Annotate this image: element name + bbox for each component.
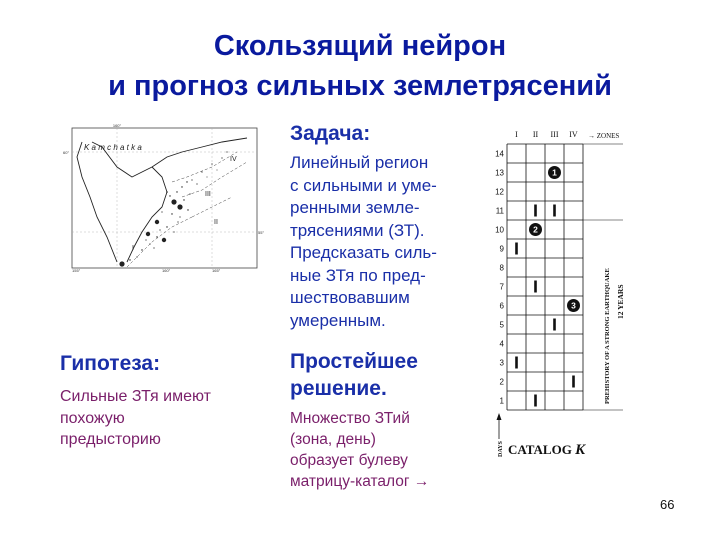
catalog-caption xyxy=(508,442,585,459)
moderate-event-mark xyxy=(572,376,575,388)
years-label: 12 YEARS xyxy=(616,284,625,319)
row-label: 12 xyxy=(495,187,504,197)
task-line: ные ЗТя по пред- xyxy=(290,265,426,285)
row-label: 5 xyxy=(499,320,504,330)
row-label: 2 xyxy=(499,377,504,387)
row-label: 11 xyxy=(495,206,504,216)
catalog-symbol: K xyxy=(575,442,586,458)
row-label: 1 xyxy=(499,396,504,406)
seismic-dots xyxy=(119,151,227,266)
zone-label-ii: II xyxy=(214,219,218,226)
title-line-2: и прогноз сильных землетрясений xyxy=(108,70,612,102)
zone-label-i: I xyxy=(132,245,134,252)
task-line: умеренным. xyxy=(290,310,386,330)
row-label: 3 xyxy=(499,358,504,368)
hypothesis-line: похожую xyxy=(60,409,125,427)
row-label: 6 xyxy=(499,301,504,311)
zone-header: IV xyxy=(569,130,578,139)
solution-line: (зона, день) xyxy=(290,431,376,448)
task-line: ренными земле- xyxy=(290,198,420,217)
row-label: 13 xyxy=(495,168,504,178)
strong-event-label: 3 xyxy=(571,300,576,311)
grid-label: 155° xyxy=(72,268,81,273)
moderate-event-mark xyxy=(515,357,518,369)
row-label: 7 xyxy=(499,282,504,292)
strong-event-label: 2 xyxy=(533,224,538,235)
row-label: 4 xyxy=(499,339,504,349)
zone-header: II xyxy=(532,130,539,139)
hypothesis-heading: Гипотеза: xyxy=(60,352,161,375)
moderate-event-mark xyxy=(534,395,537,407)
grid-label: 55° xyxy=(258,230,265,235)
grid-label: 165° xyxy=(212,268,221,273)
row-label: 14 xyxy=(495,149,504,159)
hypothesis-line: предысторию xyxy=(60,431,161,448)
zones-label: → ZONES xyxy=(588,132,620,140)
row-label: 8 xyxy=(499,263,504,273)
task-line: трясениями (ЗТ). xyxy=(290,220,425,240)
task-line: Линейный регион xyxy=(290,153,429,172)
task-line: Предсказать силь- xyxy=(290,243,437,262)
row-label: 9 xyxy=(499,244,504,254)
moderate-event-mark xyxy=(553,319,556,331)
grid-label: 60° xyxy=(63,150,70,155)
catalog-label: CATALOG xyxy=(508,442,572,457)
moderate-event-mark xyxy=(515,243,518,255)
page-number: 66 xyxy=(660,497,675,512)
map-region-label: K a m c h a t k a xyxy=(84,143,142,152)
prehistory-label: PREHISTORY OF A STRONG EARTHQUAKE xyxy=(604,268,611,404)
solution-line: образует булеву xyxy=(290,452,408,469)
zone-header: I xyxy=(515,130,518,139)
solution-heading xyxy=(290,348,418,402)
solution-text xyxy=(290,408,429,492)
hypothesis-text xyxy=(60,386,211,451)
moderate-event-mark xyxy=(534,205,537,217)
moderate-event-mark xyxy=(553,205,556,217)
zone-label-iv: IV xyxy=(230,156,237,163)
strong-event-label: 1 xyxy=(552,167,557,178)
title-line-1: Скользящий нейрон xyxy=(213,30,507,62)
solution-heading-line-1: Простейшее xyxy=(290,350,418,373)
catalog-matrix xyxy=(488,124,648,464)
solution-heading-line-2: решение. xyxy=(290,377,387,400)
grid-label: 160° xyxy=(162,268,171,273)
solution-line: матрицу-каталог → xyxy=(290,473,430,490)
task-text xyxy=(290,152,437,332)
hypothesis-line: Сильные ЗТя имеют xyxy=(60,388,211,405)
task-heading: Задача: xyxy=(290,122,371,145)
task-line: с сильными и уме- xyxy=(290,175,437,195)
days-label: DAYS xyxy=(498,441,504,457)
zone-label-iii: III xyxy=(205,191,211,198)
slide-title xyxy=(0,26,720,106)
row-label: 10 xyxy=(495,225,504,235)
task-line: шествовавшим xyxy=(290,288,410,307)
solution-line: Множество ЗТий xyxy=(290,410,410,427)
grid-label: 160° xyxy=(112,123,122,128)
zone-header: III xyxy=(550,130,559,139)
kamchatka-map xyxy=(62,122,272,277)
moderate-event-mark xyxy=(534,281,537,293)
